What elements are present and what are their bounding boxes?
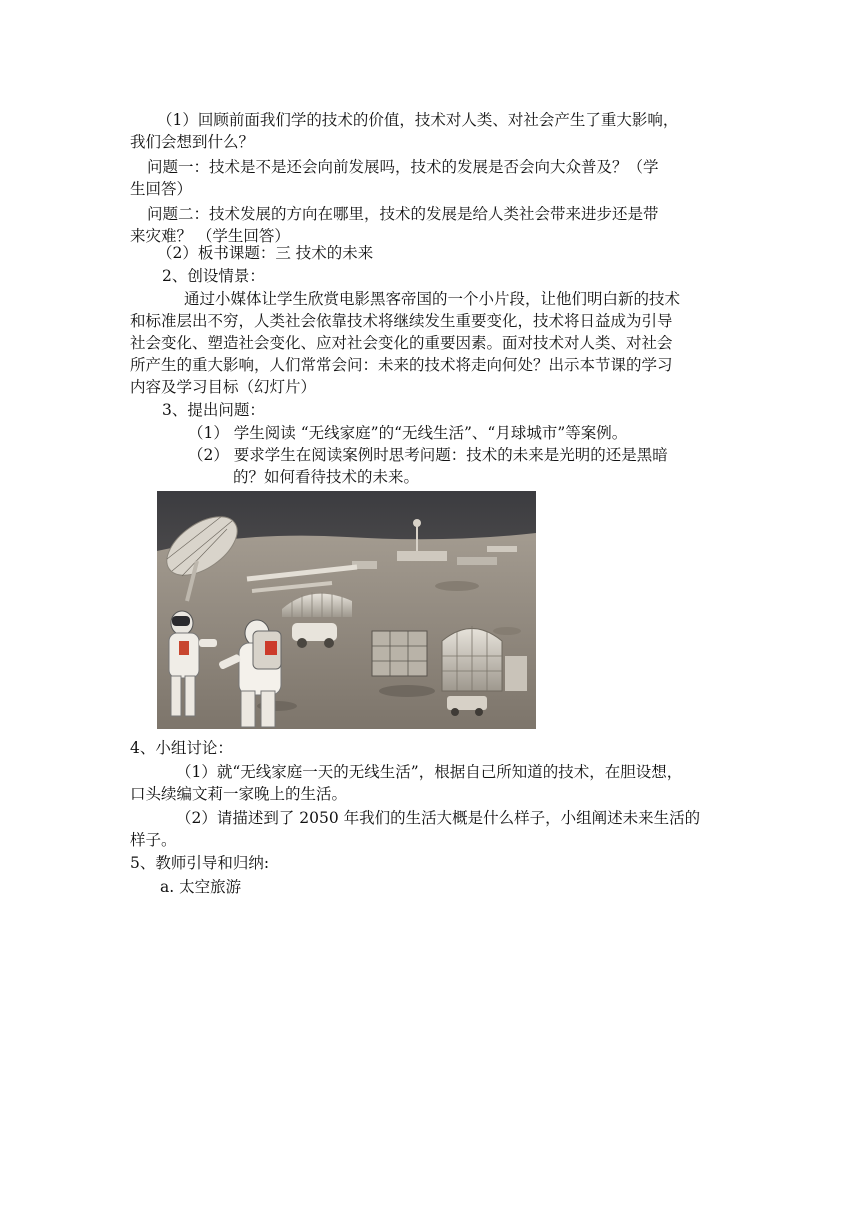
item-a-space-travel: a. 太空旅游 (160, 878, 242, 896)
scenario-line-2: 和标准层出不穷，人类社会依靠技术将继续发生重要变化，技术将日益成为引导 (130, 312, 673, 330)
question-two-line-1: 问题二：技术发展的方向在哪里，技术的发展是给人类社会带来进步还是带 (147, 205, 659, 223)
paragraph-recall-line-1: （1）回顾前面我们学的技术的价值，技术对人类、对社会产生了重大影响， (157, 111, 679, 129)
discussion-2-line-1: （2）请描述到了 2050 年我们的生活大概是什么样子，小组阐述未来生活的 (176, 809, 701, 827)
section-heading-2: 2、创设情景： (162, 267, 265, 285)
paragraph-recall-line-2: 我们会想到什么？ (130, 133, 255, 151)
section-heading-4: 4、小组讨论： (130, 739, 233, 757)
list-item-1: （1） 学生阅读 “无线家庭”的“无线生活”、“月球城市”等案例。 (188, 424, 628, 442)
scenario-line-3: 社会变化、塑造社会变化、应对社会变化的重要因素。面对技术对人类、对社会 (130, 334, 673, 352)
discussion-2-line-2: 样子。 (130, 831, 177, 849)
blackboard-title-line: （2）板书课题：三 技术的未来 (157, 244, 374, 262)
question-two-line-2: 来灾难？ （学生回答） (130, 227, 290, 245)
section-heading-5: 5、教师引导和归纳: (130, 854, 270, 872)
discussion-1-line-1: （1）就“无线家庭一天的无线生活”，根据自己所知道的技术，在胆设想， (176, 763, 683, 781)
section-heading-3: 3、提出问题： (162, 401, 265, 419)
question-one-line-1: 问题一：技术是不是还会向前发展吗，技术的发展是否会向大众普及？（学 (147, 158, 659, 176)
discussion-1-line-2: 口头续编文莉一家晚上的生活。 (130, 785, 348, 803)
question-one-line-2: 生回答） (130, 180, 193, 198)
scenario-line-4: 所产生的重大影响，人们常常会问：未来的技术将走向何处？出示本节课的学习 (130, 356, 673, 374)
moon-base-picture (157, 491, 536, 729)
list-item-2-line-2: 的？如何看待技术的未来。 (233, 468, 420, 486)
moon-city-illustration (157, 491, 536, 729)
scenario-line-5: 内容及学习目标（幻灯片） (130, 378, 317, 396)
list-item-2-line-1: （2） 要求学生在阅读案例时思考问题：技术的未来是光明的还是黑暗 (188, 446, 668, 464)
scenario-line-1: 通过小媒体让学生欣赏电影黑客帝国的一个小片段，让他们明白新的技术 (184, 290, 681, 308)
